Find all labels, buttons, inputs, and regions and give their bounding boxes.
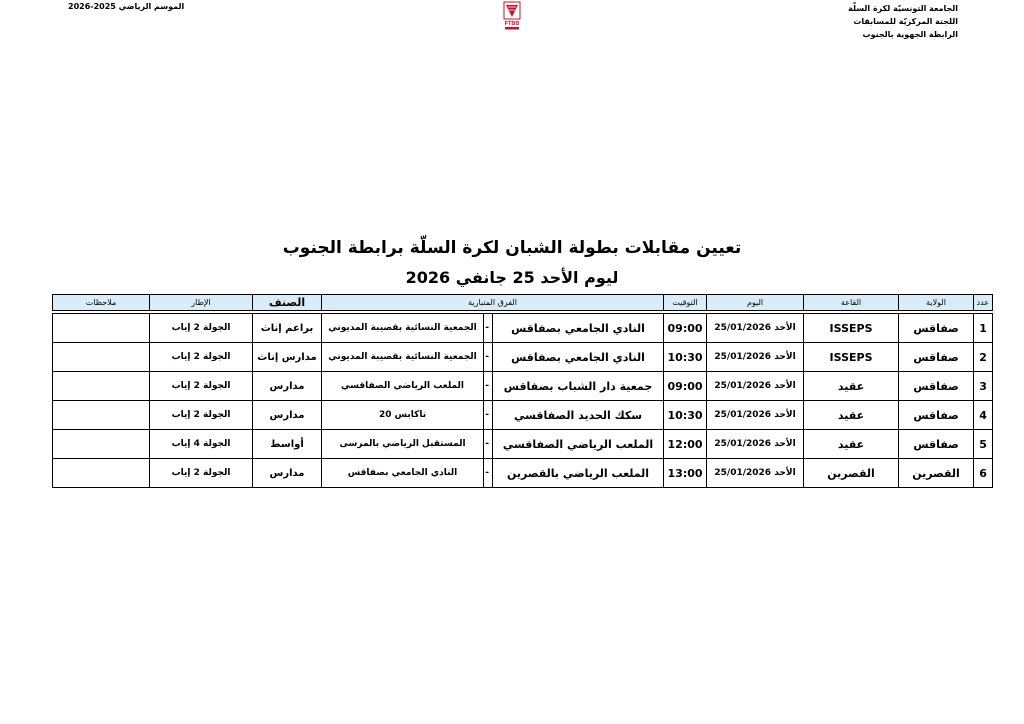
cell-dash: -: [484, 372, 493, 401]
cell-day: الأحد 25/01/2026: [707, 401, 804, 430]
cell-team-b: تاكابس 20: [322, 401, 484, 430]
cell-category: مدارس: [253, 401, 322, 430]
cell-frame: الجولة 2 إياب: [150, 343, 253, 372]
cell-num: 6: [974, 459, 993, 488]
cell-num: 4: [974, 401, 993, 430]
cell-num: 1: [974, 314, 993, 343]
cell-category: مدارس: [253, 459, 322, 488]
cell-frame: الجولة 4 إياب: [150, 430, 253, 459]
table-row: [53, 430, 993, 459]
cell-notes: [53, 314, 150, 343]
header-time: التوقيت: [664, 295, 707, 311]
cell-state: صفاقس: [899, 343, 974, 372]
cell-state: صفاقس: [899, 430, 974, 459]
cell-state: صفاقس: [899, 401, 974, 430]
cell-dash: -: [484, 430, 493, 459]
header-category: الصنف: [253, 295, 322, 311]
table-header-row: [53, 295, 993, 311]
cell-venue: ISSEPS: [804, 343, 899, 372]
header-state: الولاية: [899, 295, 974, 311]
table-row: [53, 343, 993, 372]
cell-team-b: المستقبل الرياضي بالمرسى: [322, 430, 484, 459]
cell-day: الأحد 25/01/2026: [707, 372, 804, 401]
page-title: تعيين مقابلات بطولة الشبان لكرة السلّة برابطة الجنوب: [282, 238, 742, 258]
cell-notes: [53, 343, 150, 372]
cell-notes: [53, 459, 150, 488]
cell-venue: عقيد: [804, 430, 899, 459]
cell-category: أواسط: [253, 430, 322, 459]
cell-venue: القصرين: [804, 459, 899, 488]
cell-team-a: الملعب الرياضي بالقصرين: [493, 459, 664, 488]
cell-venue: عقيد: [804, 401, 899, 430]
cell-time: 12:00: [664, 430, 707, 459]
header-day: اليوم: [707, 295, 804, 311]
logo-text: FTBB: [504, 21, 520, 27]
table-row: [53, 314, 993, 343]
cell-time: 09:00: [664, 372, 707, 401]
cell-time: 10:30: [664, 343, 707, 372]
cell-notes: [53, 372, 150, 401]
cell-day: الأحد 25/01/2026: [707, 459, 804, 488]
cell-dash: -: [484, 314, 493, 343]
cell-team-b: الملعب الرياضي الصفاقسي: [322, 372, 484, 401]
table-row: [53, 459, 993, 488]
cell-dash: -: [484, 459, 493, 488]
cell-state: صفاقس: [899, 314, 974, 343]
header-notes: ملاحظات: [53, 295, 150, 311]
organization-header: [848, 2, 958, 41]
cell-frame: الجولة 2 إياب: [150, 401, 253, 430]
cell-state: القصرين: [899, 459, 974, 488]
header-num: عدد: [974, 295, 993, 311]
cell-day: الأحد 25/01/2026: [707, 430, 804, 459]
committee-name: اللجنة المركزيّة للمسابقات: [853, 17, 958, 26]
cell-notes: [53, 401, 150, 430]
cell-dash: -: [484, 401, 493, 430]
cell-day: الأحد 25/01/2026: [707, 314, 804, 343]
cell-team-a: النادي الجامعي بصفاقس: [493, 343, 664, 372]
federation-name: الجامعة التونسيّة لكرة السلّة: [848, 4, 958, 13]
cell-time: 13:00: [664, 459, 707, 488]
cell-frame: الجولة 2 إياب: [150, 459, 253, 488]
page-subtitle: ليوم الأحد 25 جانفي 2026: [405, 268, 619, 287]
table-row: [53, 372, 993, 401]
header-teams: الفرق المتبارية: [322, 295, 664, 311]
cell-time: 10:30: [664, 401, 707, 430]
season-label: الموسم الرياضي 2025-2026: [68, 2, 185, 11]
cell-team-a: النادي الجامعي بصفاقس: [493, 314, 664, 343]
cell-dash: -: [484, 343, 493, 372]
league-name: الرابطة الجهوية بالجنوب: [862, 30, 958, 39]
cell-day: الأحد 25/01/2026: [707, 343, 804, 372]
cell-team-a: جمعية دار الشباب بصفاقس: [493, 372, 664, 401]
cell-team-b: الجمعية النسائية بقصيبة المديوني: [322, 343, 484, 372]
cell-notes: [53, 430, 150, 459]
cell-team-a: الملعب الرياضي الصفاقسي: [493, 430, 664, 459]
table-row: [53, 401, 993, 430]
cell-category: مدارس إناث: [253, 343, 322, 372]
schedule-table: [52, 294, 993, 488]
cell-frame: الجولة 2 إياب: [150, 314, 253, 343]
cell-num: 5: [974, 430, 993, 459]
cell-category: براعم إناث: [253, 314, 322, 343]
cell-venue: عقيد: [804, 372, 899, 401]
cell-team-b: النادي الجامعي بصفاقس: [322, 459, 484, 488]
ftbb-logo-icon: [502, 1, 522, 31]
cell-team-b: الجمعية النسائية بقصيبة المديوني: [322, 314, 484, 343]
cell-num: 3: [974, 372, 993, 401]
cell-team-a: سكك الحديد الصفاقسي: [493, 401, 664, 430]
cell-frame: الجولة 2 إياب: [150, 372, 253, 401]
header-venue: القاعة: [804, 295, 899, 311]
header-frame: الإطار: [150, 295, 253, 311]
cell-state: صفاقس: [899, 372, 974, 401]
cell-venue: ISSEPS: [804, 314, 899, 343]
cell-num: 2: [974, 343, 993, 372]
cell-category: مدارس: [253, 372, 322, 401]
cell-time: 09:00: [664, 314, 707, 343]
